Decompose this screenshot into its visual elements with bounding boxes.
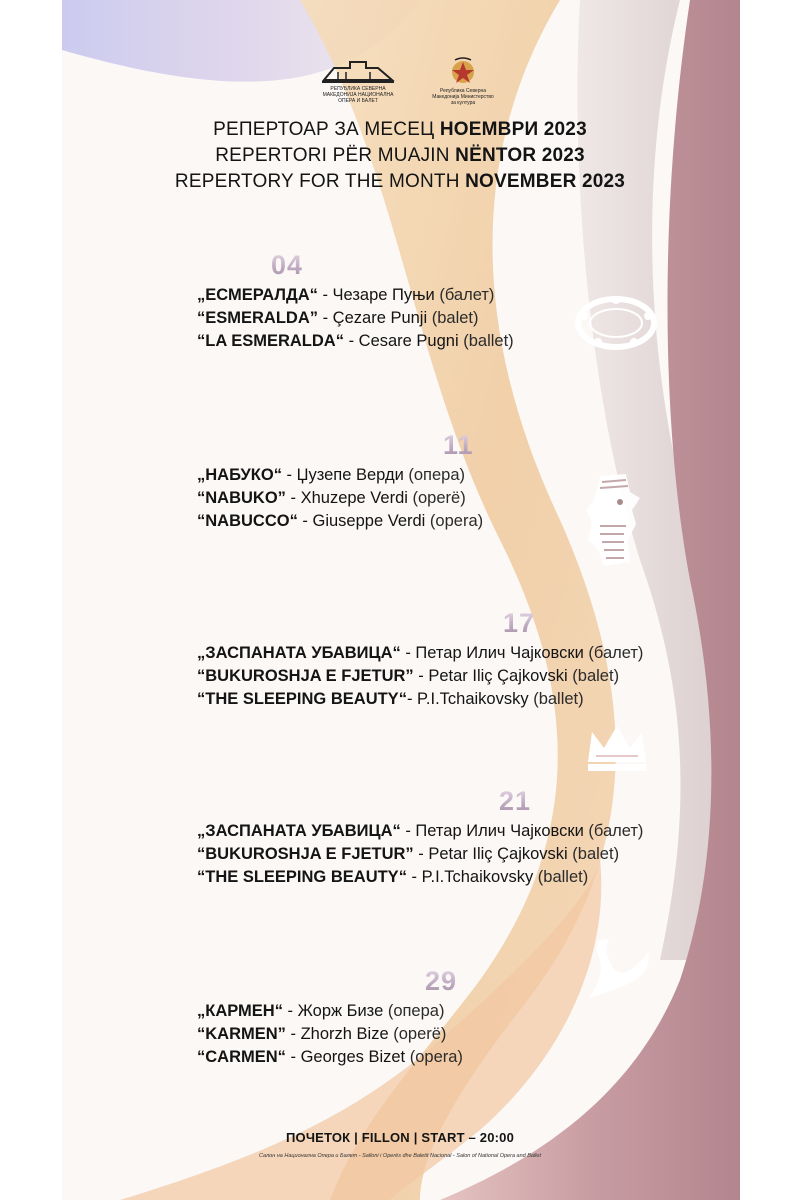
event-row-mk: „ЗАСПАНАТА УБАВИЦА“ - Петар Илич Чајковски (балет) [197,644,644,662]
event-day: 11 [443,430,474,460]
tambourine-icon [574,292,658,354]
event-row-en: “CARMEN“ - Georges Bizet (opera) [197,1048,463,1066]
header-line-en: REPERTORY FOR THE MONTH NOVEMBER 2023 [174,171,626,192]
header-month-en: NOVEMBER 2023 [465,171,626,192]
event-row-mk: „НАБУКО“ - Џузепе Верди (опера) [197,466,466,484]
event-row-al: “NABUKO” - Xhuzepe Verdi (operë) [197,489,466,507]
event-row-al: “KARMEN” - Zhorzh Bize (operë) [197,1025,447,1043]
event-row-al: “ESMERALDA” - Çezare Punji (balet) [197,309,479,327]
start-time: ПОЧЕТОК | FILLON | START – 20:00 [285,1130,515,1145]
event-row-en: “NABUCCO“ - Giuseppe Verdi (opera) [197,512,484,530]
event-day: 29 [425,966,458,996]
opera-logo [320,56,396,102]
header-month-mk: НОЕМВРИ 2023 [439,119,587,140]
coat-of-arms-icon [430,56,496,86]
event-row-en: “LA ESMERALDA“ - Cesare Pugni (ballet) [197,332,514,350]
repertory-header [0,117,800,195]
event-day: 04 [271,250,304,280]
event-day: 17 [503,608,536,638]
ministry-logo-text: Република Северна Македонија Министерство за култура [432,88,494,106]
event-day: 21 [499,786,532,816]
crown-icon [584,722,650,774]
assyrian-king-icon [580,470,646,568]
event-row-mk: „ЕСМЕРАЛДА“ - Чезаре Пуњи (балет) [197,286,495,304]
event-row-al: “BUKUROSHJA E FJETUR” - Petar Iliç Çajkovski (balet) [197,667,620,685]
venue-line: Салон на Национална Опера и Балет - Salloni i Operës dhe Baletit Nacional - Salon of National Opera and Ballet [259,1153,541,1159]
ministry-logo [430,56,496,106]
event-row-al: “BUKUROSHJA E FJETUR” - Petar Iliç Çajkovski (balet) [197,845,620,863]
event-row-en: “THE SLEEPING BEAUTY“ - P.I.Tchaikovsky (ballet) [197,868,589,886]
header-line-mk: РЕПЕРТОАР ЗА МЕСЕЦ НОЕМВРИ 2023 [213,119,587,140]
opera-logo-text: РЕПУБЛИКА СЕВЕРНА МАКЕДОНИЈА НАЦИОНАЛНА ОПЕРА И БАЛЕТ [322,86,394,104]
event-row-mk: „ЗАСПАНАТА УБАВИЦА“ - Петар Илич Чајковски (балет) [197,822,644,840]
logos-bar [0,56,800,106]
opera-building-icon [320,56,396,86]
swan-icon [582,932,656,1002]
event-row-en: “THE SLEEPING BEAUTY“- P.I.Tchaikovsky (ballet) [197,690,584,708]
header-month-al: NËNTOR 2023 [455,145,585,166]
header-line-al: REPERTORI PËR MUAJIN NËNTOR 2023 [215,145,585,166]
event-row-mk: „КАРМЕН“ - Жорж Бизе (опера) [197,1002,445,1020]
